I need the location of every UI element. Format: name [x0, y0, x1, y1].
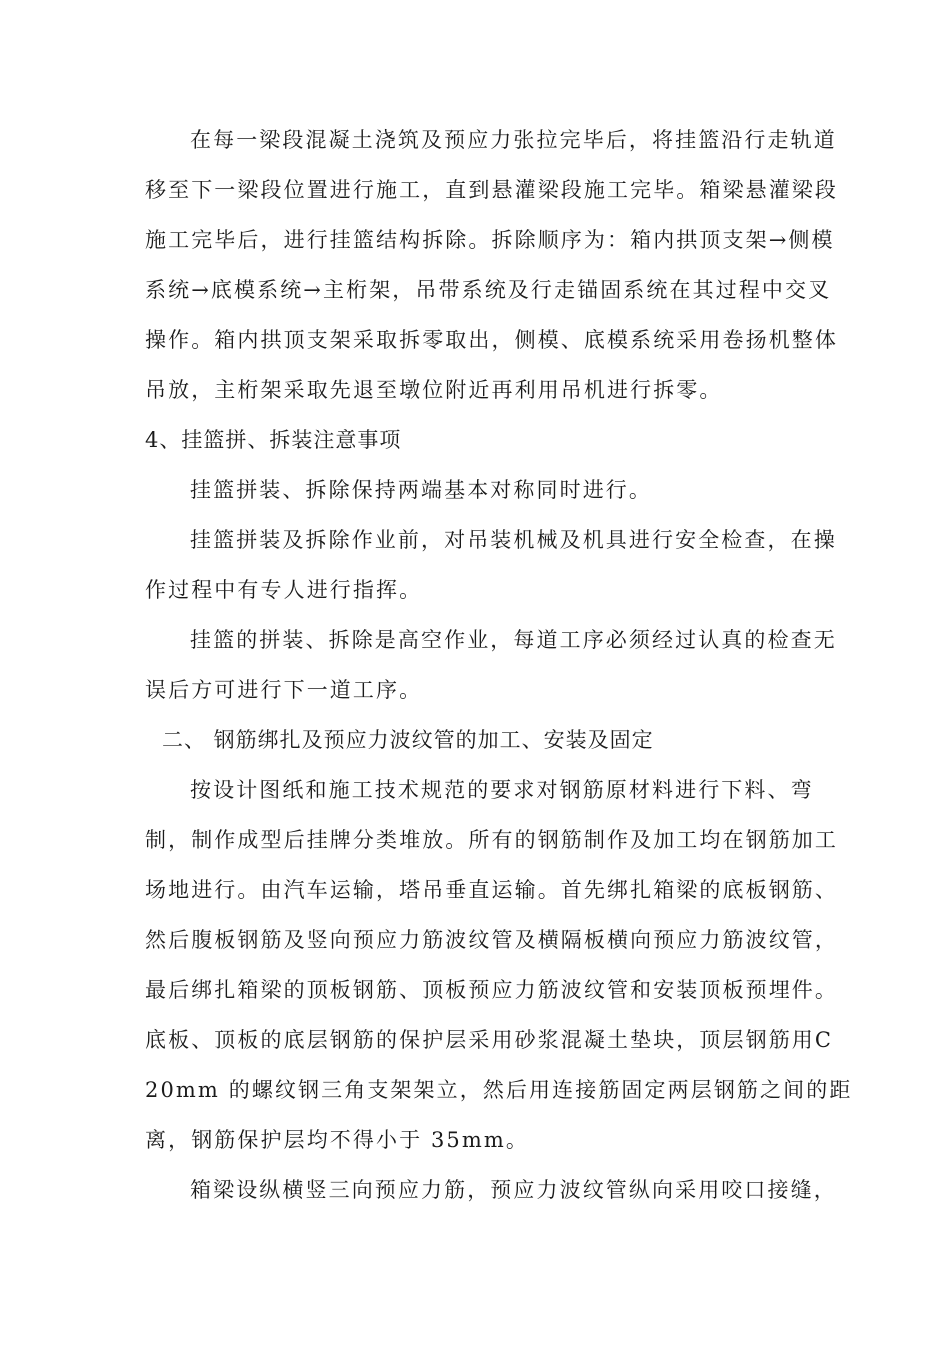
paragraph-line: 离，钢筋保护层均不得小于 35mm。: [145, 1128, 530, 1152]
section-heading: 4、挂篮拼、拆装注意事项: [145, 428, 402, 452]
paragraph-line: 作过程中有专人进行指挥。: [145, 578, 423, 602]
paragraph-line: 然后腹板钢筋及竖向预应力筋波纹管及横隔板横向预应力筋波纹管，: [145, 928, 838, 952]
paragraph-line: 吊放，主桁架采取先退至墩位附近再利用吊机进行拆零。: [145, 378, 723, 402]
paragraph-line: 挂篮拼装及拆除作业前，对吊装机械及机具进行安全检查，在操: [190, 528, 837, 552]
section-heading: 二、 钢筋绑扎及预应力波纹管的加工、安装及固定: [162, 728, 654, 752]
paragraph-line: 挂篮拼装、拆除保持两端基本对称同时进行。: [190, 478, 652, 502]
paragraph-line: 20mm 的螺纹钢三角支架架立，然后用连接筋固定两层钢筋之间的距: [145, 1078, 853, 1102]
paragraph-line: 移至下一梁段位置进行施工，直到悬灌梁段施工完毕。箱梁悬灌梁段: [145, 178, 838, 202]
paragraph-line: 场地进行。由汽车运输，塔吊垂直运输。首先绑扎箱梁的底板钢筋、: [145, 878, 838, 902]
paragraph-line: 最后绑扎箱梁的顶板钢筋、顶板预应力筋波纹管和安装顶板预埋件。: [145, 978, 838, 1002]
paragraph-line: 在每一梁段混凝土浇筑及预应力张拉完毕后，将挂篮沿行走轨道: [190, 128, 837, 152]
paragraph-line: 箱梁设纵横竖三向预应力筋，预应力波纹管纵向采用咬口接缝，: [190, 1178, 837, 1202]
paragraph-line: 底板、顶板的底层钢筋的保护层采用砂浆混凝土垫块，顶层钢筋用Ⅽ: [145, 1028, 834, 1052]
paragraph-line: 操作。箱内拱顶支架采取拆零取出，侧模、底模系统采用卷扬机整体: [145, 328, 838, 352]
paragraph-line: 施工完毕后，进行挂篮结构拆除。拆除顺序为：箱内拱顶支架→侧模: [145, 228, 835, 252]
paragraph-line: 制，制作成型后挂牌分类堆放。所有的钢筋制作及加工均在钢筋加工: [145, 828, 838, 852]
paragraph-line: 挂篮的拼装、拆除是高空作业，每道工序必须经过认真的检查无: [190, 628, 837, 652]
paragraph-line: 误后方可进行下一道工序。: [145, 678, 423, 702]
paragraph-line: 按设计图纸和施工技术规范的要求对钢筋原材料进行下料、弯: [190, 778, 814, 802]
paragraph-line: 系统→底模系统→主桁架，吊带系统及行走锚固系统在其过程中交叉: [145, 278, 832, 302]
